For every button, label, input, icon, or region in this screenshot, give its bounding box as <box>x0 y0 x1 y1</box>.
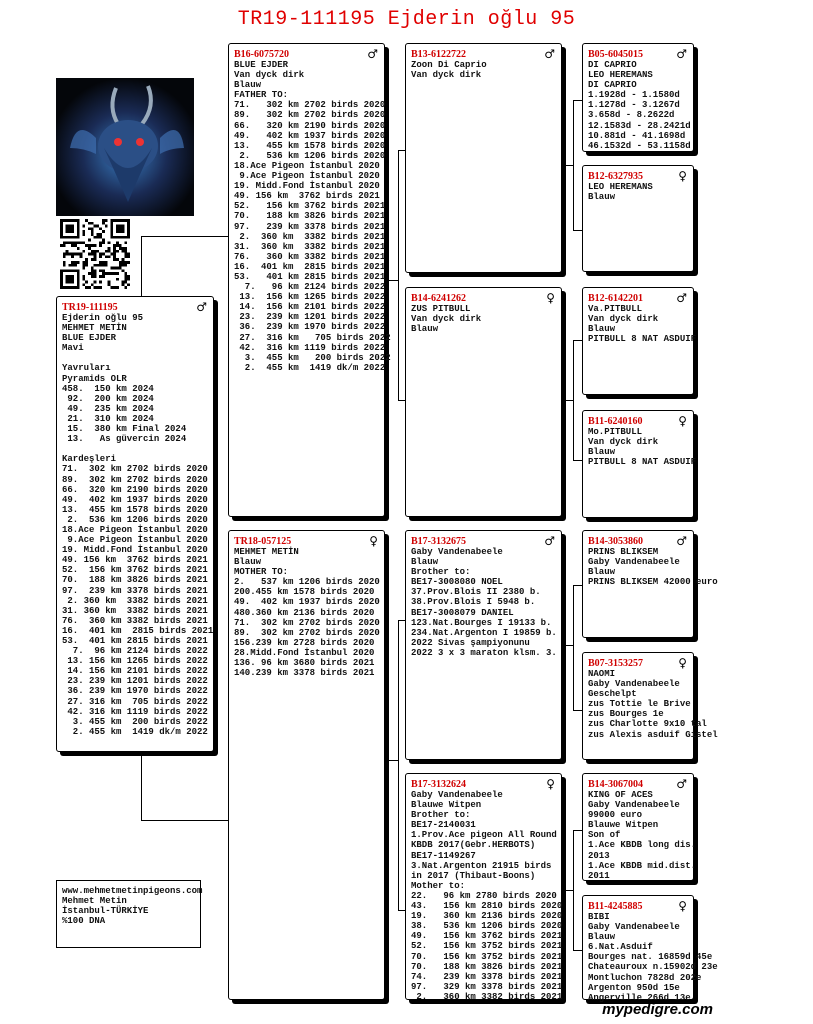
card-text-line: Blauw <box>588 324 616 335</box>
card-text-line: BE17-2140031 <box>411 820 476 831</box>
card-text-line: PITBULL 8 NAT ASDUIF <box>588 334 697 345</box>
male-icon: ♂ <box>676 777 687 791</box>
card-text-line: 76. 360 km 3382 birds 2021 <box>62 615 208 626</box>
card-text-line: Mo.PITBULL <box>588 427 643 437</box>
card-text-line: 52. 156 km 3762 birds 2021 <box>234 201 386 212</box>
card-text-line: Blauw <box>411 557 439 568</box>
card-text-line: 2. 360 km 3382 birds 2021 <box>411 991 563 1002</box>
sire-dam-dam-card[interactable] <box>582 410 697 518</box>
card-text-line: 2013 <box>588 850 610 861</box>
male-icon: ♂ <box>367 47 378 61</box>
card-text-line: 53. 401 km 2815 birds 2021 <box>234 271 386 282</box>
pigeon-ring-number: B11-6240160 <box>588 416 643 427</box>
card-text-line: 10.881d - 41.1698d <box>588 130 686 141</box>
card-text-line: 42. 316 km 1119 birds 2022 <box>234 342 386 353</box>
card-text-line: 37.Prov.Blois II 2380 b. <box>411 587 541 598</box>
sire-card[interactable] <box>228 43 391 517</box>
card-text-line: 70. 156 km 3752 birds 2021 <box>411 951 563 962</box>
card-text-line: 13. 455 km 1578 birds 2020 <box>62 504 208 515</box>
pigeon-ring-number: TR18-057125 <box>234 536 292 547</box>
card-text-line: 49. 156 km 3762 birds 2021 <box>62 555 208 566</box>
card-text-line: 97. 329 km 3378 birds 2021 <box>411 981 563 992</box>
card-text-line: 14. 156 km 2101 birds 2022 <box>62 666 208 677</box>
card-text-line: 70. 188 km 3826 birds 2021 <box>411 961 563 972</box>
card-text-line: www.mehmetmetinpigeons.com <box>62 886 203 896</box>
card-text-line: 480.360 km 2136 birds 2020 <box>234 607 375 618</box>
page-title: TR19-111195 Ejderin oğlu 95 <box>237 8 576 31</box>
card-text-line: BLUE EJDER <box>234 60 289 70</box>
card-text-line: 13. As güvercin 2024 <box>62 434 187 445</box>
card-text-line: in 2017 (Thibaut-Boons) <box>411 870 536 881</box>
card-text-line <box>62 353 208 363</box>
card-text-line: 9.Ace Pigeon İstanbul 2020 <box>234 171 380 182</box>
card-text-line: 7. 96 km 2124 birds 2022 <box>234 282 386 293</box>
card-text-line: LEO HEREMANS <box>588 182 653 192</box>
card-text-line: Argenton 950d 15e <box>588 982 680 993</box>
card-text-line: 89. 302 km 2702 birds 2020 <box>234 110 386 121</box>
card-text-line: BE17-1149267 <box>411 850 476 861</box>
card-text-line: zus Charlotte 9x10 tal <box>588 719 707 730</box>
card-text-line: Van dyck dirk <box>411 70 482 81</box>
card-text-line: 31. 360 km 3382 birds 2021 <box>62 605 208 616</box>
dam-sire-dam-card[interactable] <box>582 652 718 760</box>
card-text-line: FATHER TO: <box>234 90 289 101</box>
sire-sire-dam-card[interactable] <box>582 165 694 272</box>
female-icon: ♀ <box>546 291 555 305</box>
card-text-line: Blauw <box>234 557 262 568</box>
card-text-line: Blauwe Witpen <box>588 820 659 831</box>
site-logo[interactable]: mypedigre.com <box>602 1001 713 1018</box>
card-text-line: 19. 360 km 2136 birds 2020 <box>411 911 563 922</box>
dam-card[interactable] <box>228 530 385 1000</box>
card-text-line: Angerville 266d 13e <box>588 992 691 1003</box>
card-text-line: 200.455 km 1578 birds 2020 <box>234 587 375 598</box>
card-text-line: zus Alexis asduif Gistel <box>588 729 718 740</box>
male-icon: ♂ <box>676 291 687 305</box>
card-text-line: 2. 360 km 3382 birds 2021 <box>62 595 208 606</box>
female-icon: ♀ <box>546 777 555 791</box>
female-icon: ♀ <box>678 656 687 670</box>
card-text-line: 89. 302 km 2702 birds 2020 <box>234 627 380 638</box>
card-text-line: 21. 310 km 2024 <box>62 413 154 424</box>
card-text-line: 7. 96 km 2124 birds 2022 <box>62 646 208 657</box>
card-text-line: Van dyck dirk <box>588 437 659 448</box>
card-text-line: ZUS PITBULL <box>411 304 471 314</box>
card-text-line: Mavi <box>62 343 84 354</box>
male-icon: ♂ <box>676 47 687 61</box>
card-text-line: 234.Nat.Argenton I 19859 b. <box>411 627 557 638</box>
card-text-line: 53. 401 km 2815 birds 2021 <box>62 636 208 646</box>
card-text-line: 9.Ace Pigeon İstanbul 2020 <box>62 535 208 546</box>
card-text-line: 2022 3 x 3 maraton klsm. 3. <box>411 647 557 658</box>
card-text-line: Blauw <box>588 192 616 203</box>
card-text-line: 2. 455 km 1419 dk/m 2022 <box>234 362 386 373</box>
card-text-line: 2. 455 km 1419 dk/m 2022 <box>62 726 208 737</box>
card-text-line: 28.Midd.Fond İstanbul 2020 <box>234 647 375 658</box>
card-text-line: 123.Nat.Bourges I 19133 b. <box>411 617 552 628</box>
card-text-line: 2. 537 km 1206 birds 2020 <box>234 577 380 588</box>
card-text-line: Blauw <box>588 567 616 578</box>
card-text-line: 156.239 km 2728 birds 2020 <box>234 637 375 648</box>
card-text-line: PRINS BLIKSEM 42000 euro <box>588 577 718 588</box>
card-text-line: 52. 156 km 3762 birds 2021 <box>62 565 208 576</box>
card-text-line: 19. Midd.Fond İstanbul 2020 <box>62 545 208 556</box>
card-text-line: 42. 316 km 1119 birds 2022 <box>62 706 208 717</box>
card-text-line: Bourges nat. 16859d 45e <box>588 952 713 963</box>
card-text-line: Son of <box>588 830 621 841</box>
card-text-line: zus Bourges 1e <box>588 709 664 720</box>
card-text-line: PITBULL 8 NAT ASDUIF <box>588 457 697 468</box>
card-text-line: 97. 239 km 3378 birds 2021 <box>62 585 208 596</box>
card-text-line: 1.1278d - 3.1267d <box>588 100 680 111</box>
pigeon-ring-number: B05-6045015 <box>588 49 643 60</box>
card-text-line: Van dyck dirk <box>588 314 659 325</box>
card-text-line: İstanbul-TÜRKİYE <box>62 906 149 917</box>
card-text-line: 12.1583d - 28.2421d <box>588 120 691 131</box>
male-icon: ♂ <box>196 300 207 314</box>
card-text-line: Brother to: <box>411 567 471 578</box>
card-text-line: 49. 156 km 3762 birds 2021 <box>411 931 563 942</box>
male-icon: ♂ <box>544 47 555 61</box>
card-text-line: 2. 536 km 1206 birds 2020 <box>234 150 386 161</box>
card-text-line: MOTHER TO: <box>234 567 289 578</box>
qr-code-icon <box>60 219 130 289</box>
card-text-line: 23. 239 km 1201 birds 2022 <box>62 676 208 687</box>
female-icon: ♀ <box>369 534 378 548</box>
card-text-line: 13. 156 km 1265 birds 2022 <box>62 656 208 667</box>
sire-dam-card[interactable] <box>405 287 562 517</box>
card-text-line: Ejderin oğlu 95 <box>62 313 144 323</box>
owner-card <box>56 880 201 948</box>
card-text-line: 18.Ace Pigeon İstanbul 2020 <box>62 524 208 535</box>
male-icon: ♂ <box>676 534 687 548</box>
card-text-line: 3.658d - 8.2622d <box>588 110 675 121</box>
sire-dam-sire-card[interactable] <box>582 287 697 395</box>
card-text-line: 3. 455 km 200 birds 2022 <box>234 352 391 363</box>
card-text-line: MEHMET METİN <box>62 323 127 334</box>
card-text-line: 2011 <box>588 870 610 881</box>
card-text-line: 22. 96 km 2780 birds 2020 <box>411 890 557 901</box>
pigeon-ring-number: B13-6122722 <box>411 49 466 60</box>
card-text-line: 38. 536 km 1206 birds 2020 <box>411 921 563 932</box>
card-text-line: 27. 316 km 705 birds 2022 <box>62 696 208 707</box>
sire-sire-card[interactable] <box>405 43 562 273</box>
card-text-line: LEO HEREMANS <box>588 70 653 81</box>
card-text-line: Gaby Vandenabeele <box>588 922 680 933</box>
pigeon-ring-number: B17-3132624 <box>411 779 466 790</box>
dam-dam-dam-card[interactable] <box>582 895 718 1003</box>
dam-sire-card[interactable] <box>405 530 562 760</box>
male-icon: ♂ <box>544 534 555 548</box>
pigeon-ring-number: B14-3067004 <box>588 779 643 790</box>
card-text-line: 1.Prov.Ace pigeon All Round <box>411 830 557 841</box>
card-text-line: 31. 360 km 3382 birds 2021 <box>234 241 386 252</box>
card-text-line: 36. 239 km 1970 birds 2022 <box>234 322 386 333</box>
card-text-line: Kardeşleri <box>62 454 117 465</box>
card-text-line: Geschelpt <box>588 689 637 700</box>
dragon-head-image <box>56 78 194 216</box>
card-text-line: Gaby Vandenabeele <box>588 679 680 690</box>
dam-dam-card[interactable] <box>405 773 562 1000</box>
card-text-line: PRINS BLIKSEM <box>588 547 659 557</box>
card-text-line: NAOMI <box>588 669 616 679</box>
card-text-line: DI CAPRIO <box>588 80 637 91</box>
card-text-line: 70. 188 km 3826 birds 2021 <box>234 211 386 222</box>
card-text-line: 13. 156 km 1265 birds 2022 <box>234 292 386 303</box>
card-text-line: Brother to: <box>411 810 471 821</box>
card-text-line: 3.Nat.Argenton 21915 birds <box>411 860 552 871</box>
card-text-line: MEHMET METİN <box>234 547 299 557</box>
card-text-line: 36. 239 km 1970 birds 2022 <box>62 686 208 697</box>
card-text-line: 23. 239 km 1201 birds 2022 <box>234 312 386 323</box>
card-text-line: Gaby Vandenabeele <box>588 800 680 811</box>
card-text-line: 49. 402 km 1937 birds 2020 <box>62 494 208 505</box>
card-text-line: 2022 Sivas şampiyonunu <box>411 637 530 648</box>
card-text-line: 27. 316 km 705 birds 2022 <box>234 332 391 343</box>
card-text-line: 14. 156 km 2101 birds 2022 <box>234 302 386 313</box>
card-text-line: 15. 380 km Final 2024 <box>62 424 187 435</box>
dam-sire-sire-card[interactable] <box>582 530 718 638</box>
card-text-line: 1.Ace KBDB mid.dist. <box>588 860 697 871</box>
card-text-line: Yavruları <box>62 363 111 374</box>
female-icon: ♀ <box>678 414 687 428</box>
card-text-line: 76. 360 km 3382 birds 2021 <box>234 251 386 262</box>
pigeon-ring-number: B07-3153257 <box>588 658 643 669</box>
card-text-line: 38.Prov.Blois I 5948 b. <box>411 597 536 608</box>
card-text-line: 66. 320 km 2190 birds 2020 <box>234 120 386 131</box>
card-text-line: Van dyck dirk <box>411 314 482 325</box>
subject-card[interactable] <box>56 296 214 752</box>
card-text-line: BLUE EJDER <box>62 333 117 344</box>
card-text-line: BE17-3008080 NOEL <box>411 577 503 588</box>
card-text-line: 43. 156 km 2810 birds 2020 <box>411 901 563 912</box>
card-text-line: Blauw <box>411 324 439 335</box>
card-text-line: 136. 96 km 3680 birds 2021 <box>234 658 375 669</box>
card-text-line: 1.Ace KBDB long dis. <box>588 840 697 851</box>
card-text-line: Gaby Vandenabeele <box>411 547 503 557</box>
card-text-line: 71. 302 km 2702 birds 2020 <box>234 617 380 628</box>
card-text-line: 13. 455 km 1578 birds 2020 <box>234 140 386 151</box>
card-text-line: 74. 239 km 3378 birds 2021 <box>411 971 563 982</box>
card-text-line: 49. 156 km 3762 birds 2021 <box>234 191 380 202</box>
female-icon: ♀ <box>678 899 687 913</box>
card-text-line: 49. 402 km 1937 birds 2020 <box>234 130 386 141</box>
card-text-line: Chateauroux n.15902d 23e <box>588 962 718 973</box>
card-text-line: 70. 188 km 3826 birds 2021 <box>62 575 208 586</box>
card-text-line: 66. 320 km 2190 birds 2020 <box>62 484 208 495</box>
card-text-line: 49. 235 km 2024 <box>62 403 154 414</box>
card-text-line: BIBI <box>588 912 610 922</box>
card-text-line: 1.1928d - 1.1580d <box>588 90 680 101</box>
card-text-line: 71. 302 km 2702 birds 2020 <box>234 100 386 111</box>
dam-dam-sire-card[interactable] <box>582 773 697 881</box>
card-text-line <box>62 444 208 454</box>
pigeon-ring-number: B14-6241262 <box>411 293 466 304</box>
card-text-line: 140.239 km 3378 birds 2021 <box>234 668 375 679</box>
pigeon-ring-number: TR19-111195 <box>62 302 118 313</box>
card-text-line: zus Tottie le Brive <box>588 699 691 710</box>
sire-sire-sire-card[interactable] <box>582 43 694 152</box>
card-text-line: KBDB 2017(Gebr.HERBOTS) <box>411 840 536 851</box>
card-text-line: 97. 239 km 3378 birds 2021 <box>234 221 386 232</box>
card-text-line: 89. 302 km 2702 birds 2020 <box>62 474 208 485</box>
card-text-line: Blauw <box>588 932 616 943</box>
card-text-line: Gaby Vandenabeele <box>588 557 680 568</box>
pigeon-ring-number: B14-3053860 <box>588 536 643 547</box>
pigeon-ring-number: B16-6075720 <box>234 49 289 60</box>
female-icon: ♀ <box>678 169 687 183</box>
pigeon-ring-number: B12-6142201 <box>588 293 643 304</box>
card-text-line: Van dyck dirk <box>234 70 305 81</box>
card-text-line: 458. 150 km 2024 <box>62 383 154 394</box>
card-text-line: 18.Ace Pigeon İstanbul 2020 <box>234 160 380 171</box>
pigeon-ring-number: B11-4245885 <box>588 901 643 912</box>
card-text-line: 19. Midd.Fond İstanbul 2020 <box>234 181 380 192</box>
card-text-line: 16. 401 km 2815 birds 2021 <box>62 625 214 636</box>
card-text-line: DI CAPRIO <box>588 60 637 70</box>
card-text-line: Mehmet Metin <box>62 896 127 907</box>
card-text-line: 52. 156 km 3752 birds 2021 <box>411 941 563 952</box>
card-text-line: Blauwe Witpen <box>411 800 482 811</box>
card-text-line: %100 DNA <box>62 916 106 927</box>
card-text-line: KING OF ACES <box>588 790 653 800</box>
card-text-line: 16. 401 km 2815 birds 2021 <box>234 261 386 272</box>
card-text-line: Montluchon 7828d 202e <box>588 972 702 983</box>
pigeon-ring-number: B12-6327935 <box>588 171 643 182</box>
card-text-line: Pyramids OLR <box>62 373 127 384</box>
card-text-line: 49. 402 km 1937 birds 2020 <box>234 597 380 608</box>
card-text-line: Va.PITBULL <box>588 304 643 314</box>
card-text-line: 99000 euro <box>588 810 643 821</box>
pigeon-ring-number: B17-3132675 <box>411 536 466 547</box>
card-text-line: Blauw <box>234 80 262 91</box>
card-text-line: Gaby Vandenabeele <box>411 790 503 800</box>
card-text-line: Mother to: <box>411 880 466 891</box>
card-text-line: Zoon Di Caprio <box>411 60 487 70</box>
card-text-line: 2. 360 km 3382 birds 2021 <box>234 231 386 242</box>
card-text-line: 71. 302 km 2702 birds 2020 <box>62 464 208 475</box>
card-text-line: 6.Nat.Asduif <box>588 942 653 953</box>
card-text-line: 2. 536 km 1206 birds 2020 <box>62 514 208 525</box>
card-text-line: 46.1532d - 53.1158d <box>588 140 691 151</box>
card-text-line: 92. 200 km 2024 <box>62 393 154 404</box>
card-text-line: BE17-3008079 DANIEL <box>411 607 514 618</box>
card-text-line: 3. 455 km 200 birds 2022 <box>62 716 208 727</box>
card-text-line: Blauw <box>588 447 616 458</box>
